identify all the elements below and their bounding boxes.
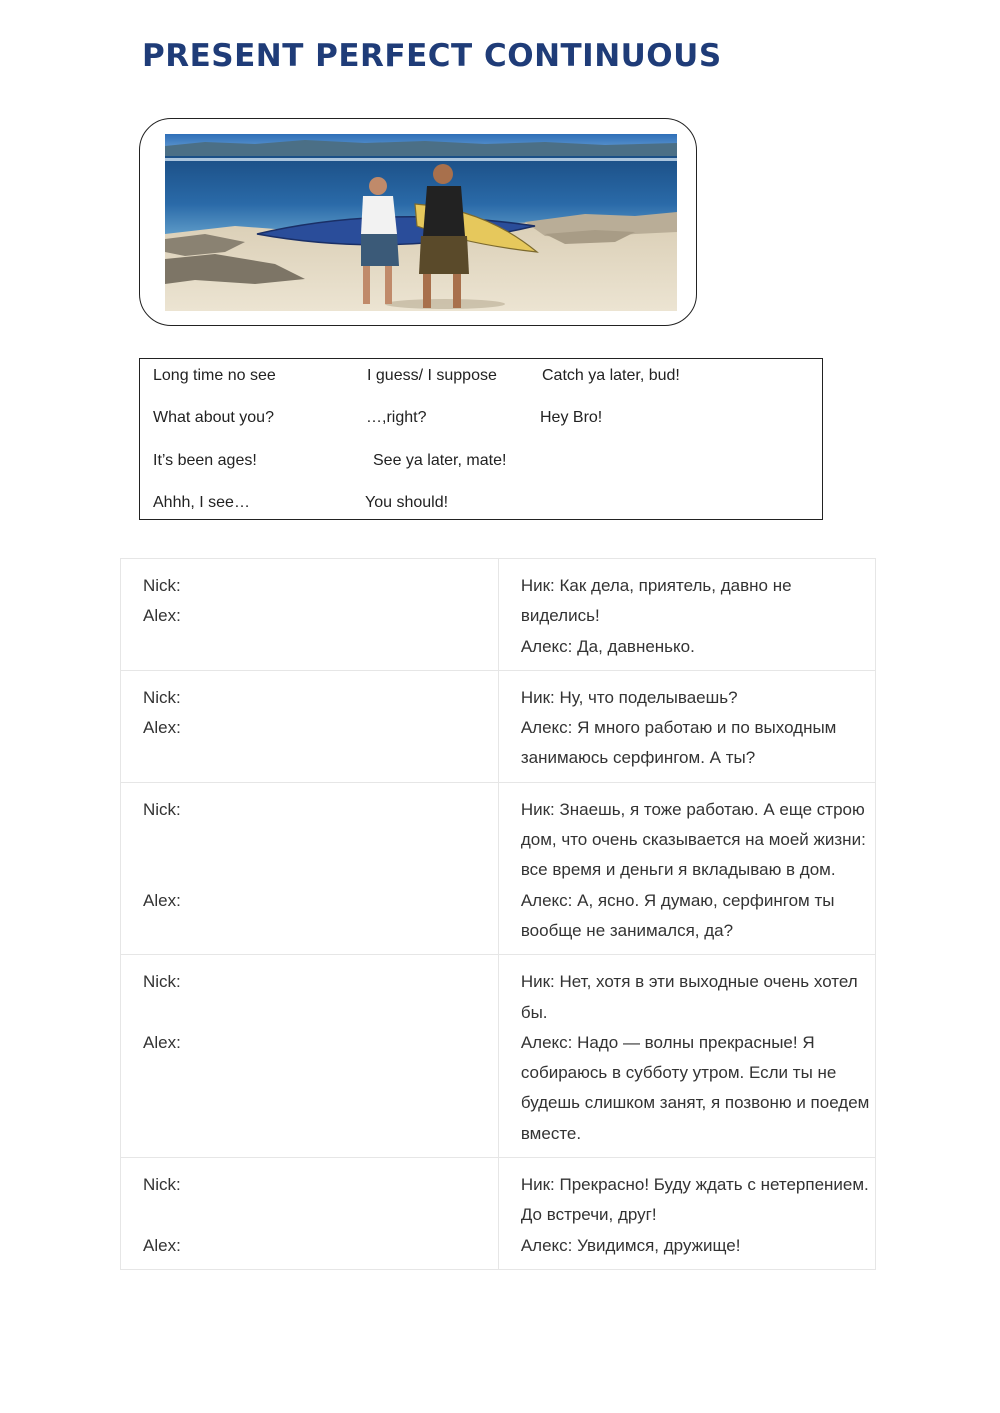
phrase: Ahhh, I see… [153,494,250,511]
speaker-nick: Nick: [143,576,181,595]
page-title: PRESENT PERFECT CONTINUOUS [142,38,722,74]
photo-frame [139,118,697,326]
speaker-cell [121,559,499,671]
speaker-alex: Alex: [143,718,181,738]
speaker-cell [121,1158,499,1270]
phrase: You should! [365,494,449,511]
speaker-cell [121,955,499,1158]
phrase: Catch ya later, bud! [542,367,680,384]
translation-alex: Алекс: Я много работаю и по выходным занимаюсь серфингом. А ты? [520,718,837,768]
table-row [121,559,876,671]
phrase: Hey Bro! [540,409,603,426]
speaker-cell [121,670,499,782]
translation-alex: Алекс: Увидимся, дружище! [520,1235,741,1255]
translation-cell [498,782,875,954]
translation-nick: Ник: Как дела, приятель, давно не виделись! [520,576,792,626]
phrase: See ya later, mate! [373,452,507,469]
table-row [121,1158,876,1270]
speaker-nick: Nick: [143,1175,181,1195]
translation-alex: Алекс: А, ясно. Я думаю, серфингом ты вообще не занимался, да? [520,890,835,940]
table-row [121,782,876,954]
translation-cell [498,670,875,782]
beach-photo [165,134,677,311]
translation-cell [498,559,875,671]
table-row [121,955,876,1158]
speaker-alex: Alex: [143,1032,181,1052]
phrase: What about you? [153,409,274,426]
speaker-alex: Alex: [143,1235,181,1255]
phrase: It’s been ages! [153,452,257,469]
dialog-table [120,558,876,1270]
phrase-box [139,358,823,520]
translation-alex: Алекс: Надо — волны прекрасные! Я собираюсь в субботу утром. Если ты не будешь слишком занят, я позвоню и поедем вместе. [520,1032,870,1143]
speaker-alex: Alex: [143,606,181,626]
table-row [121,670,876,782]
phrase: …,right? [366,409,427,426]
speaker-nick: Nick: [143,687,181,707]
phrase: I guess/ I suppose [367,367,497,384]
speaker-alex: Alex: [143,890,181,910]
translation-nick: Ник: Нет, хотя в эти выходные очень хотел бы. [520,972,858,1022]
speaker-cell [121,782,499,954]
speaker-nick: Nick: [143,799,181,819]
translation-alex: Алекс: Да, давненько. [520,636,695,656]
translation-nick: Ник: Ну, что поделываешь? [520,687,738,707]
translation-nick: Ник: Знаешь, я тоже работаю. А еще строю дом, что очень сказывается на моей жизни: все время и деньги я вкладываю в дом. [520,799,866,880]
translation-nick: Ник: Прекрасно! Буду ждать с нетерпением. До встречи, друг! [520,1175,869,1225]
translation-cell [498,955,875,1158]
phrase: Long time no see [153,367,276,384]
speaker-nick: Nick: [143,972,181,992]
translation-cell [498,1158,875,1270]
